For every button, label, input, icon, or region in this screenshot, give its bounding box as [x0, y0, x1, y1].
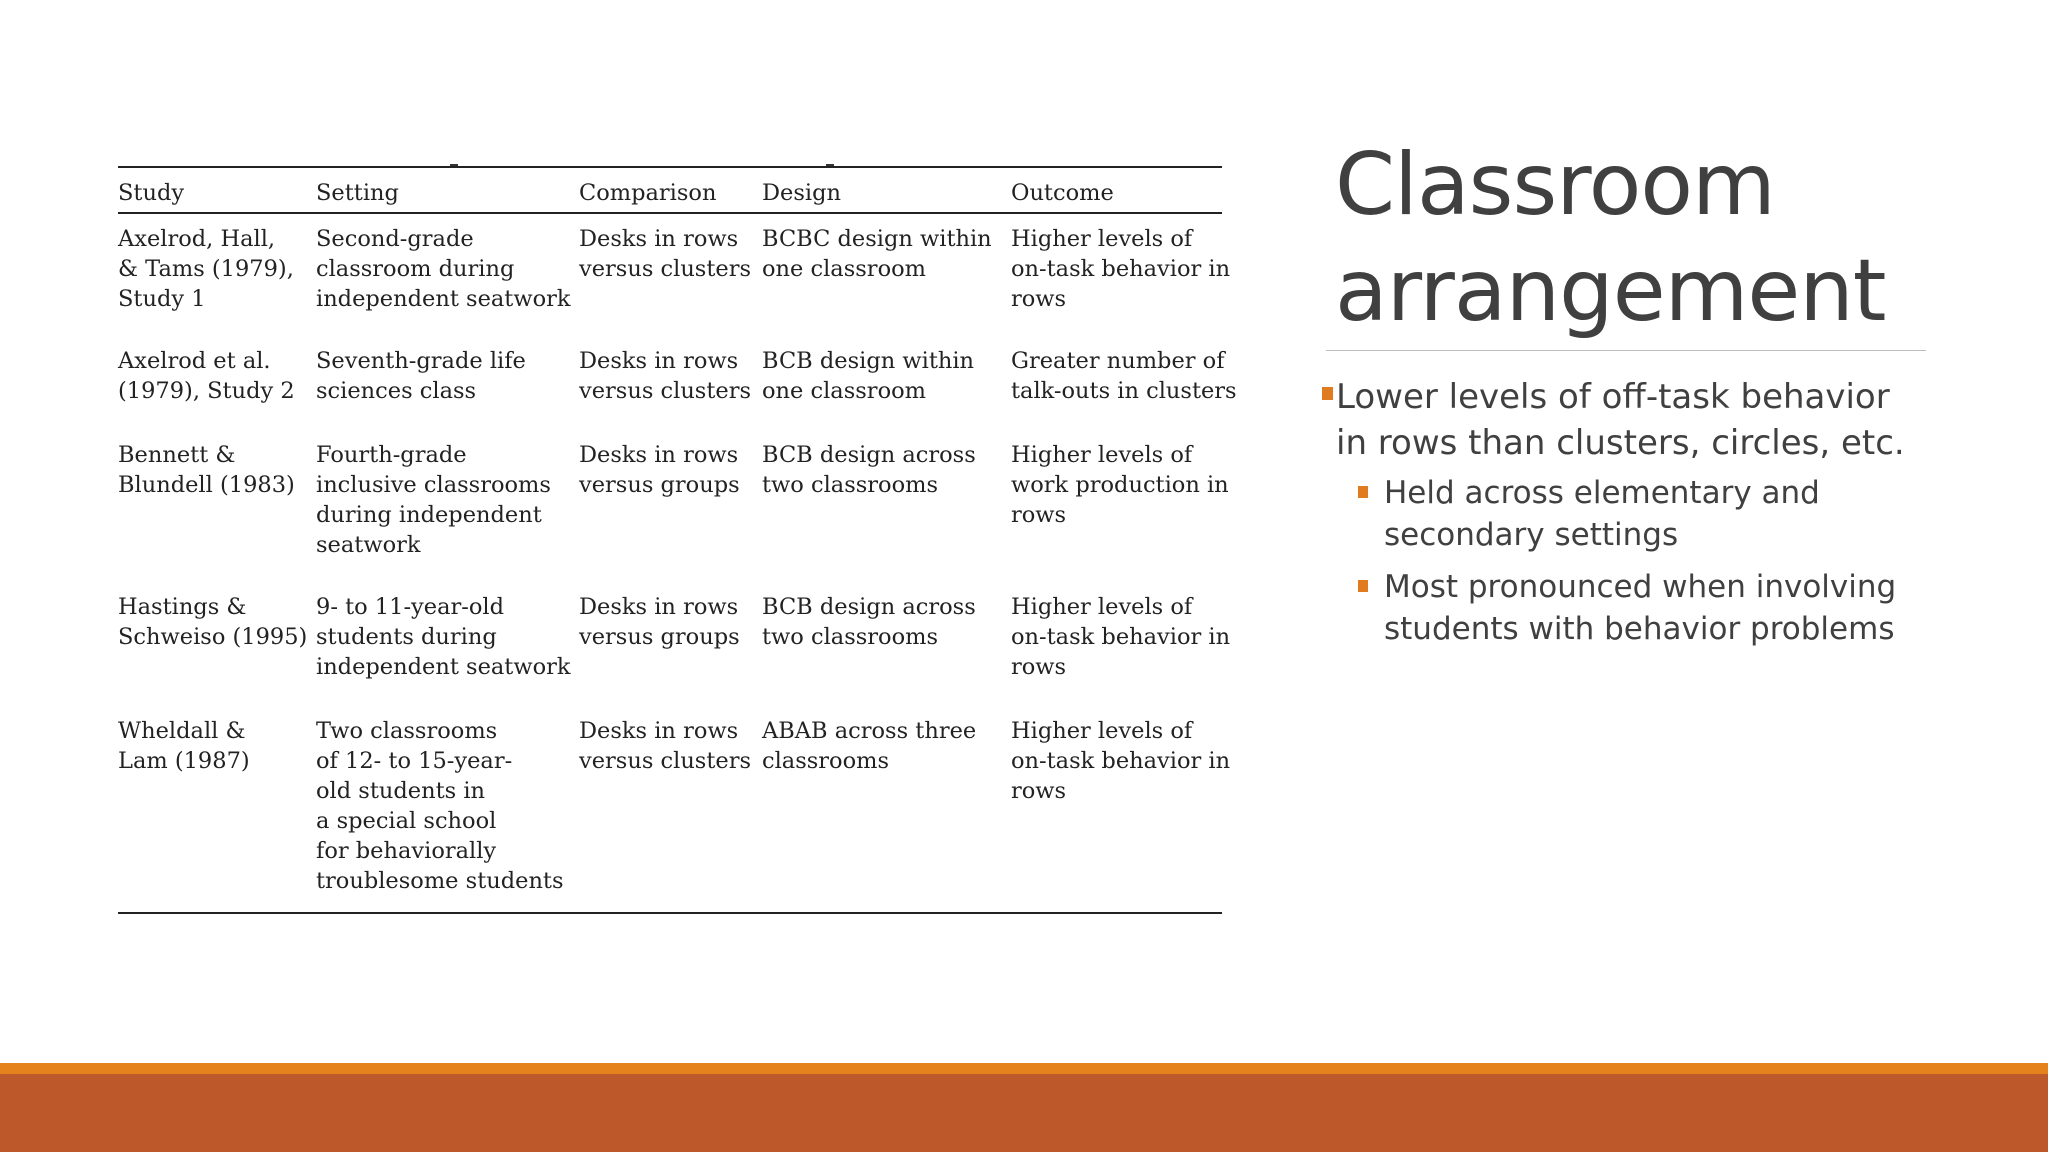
cell-line: for behaviorally: [316, 838, 497, 864]
table-row: [118, 716, 1222, 913]
cell-line: Seventh-grade life: [316, 348, 526, 374]
table-row: [118, 592, 1222, 716]
header-comparison: Comparison: [579, 167, 762, 213]
cell-line: on-task behavior in: [1011, 256, 1231, 282]
cell-comparison: [579, 592, 762, 716]
cell-line: BCB design within: [762, 348, 975, 374]
cell-line: on-task behavior in: [1011, 748, 1231, 774]
cell-line: troublesome students: [316, 868, 564, 894]
cell-line: two classrooms: [762, 624, 939, 650]
cell-line: Bennett &: [118, 442, 236, 468]
cell-line: versus clusters: [579, 256, 752, 282]
square-bullet-icon: [1358, 580, 1368, 592]
cell-setting: [316, 346, 579, 440]
cell-line: Axelrod, Hall,: [118, 226, 276, 252]
cell-line: rows: [1011, 502, 1067, 528]
cell-line: Desks in rows: [579, 348, 739, 374]
title-line: arrangement: [1335, 241, 1886, 341]
cell-line: Wheldall &: [118, 718, 246, 744]
cell-comparison: [579, 716, 762, 913]
cell-study: [118, 346, 316, 440]
title-block: [1335, 132, 1935, 344]
header-outcome: Outcome: [1011, 167, 1222, 213]
cell-line: Desks in rows: [579, 226, 739, 252]
cell-line: a special school: [316, 808, 497, 834]
cell-setting: [316, 592, 579, 716]
cell-outcome: [1011, 592, 1231, 716]
cell-comparison: [579, 213, 762, 346]
cell-line: on-task behavior in: [1011, 624, 1231, 650]
cell-line: students during: [316, 624, 497, 650]
studies-table: [118, 166, 1237, 914]
cell-line: one classroom: [762, 256, 926, 282]
header-setting: Setting: [316, 167, 579, 213]
cell-study: [118, 716, 316, 913]
cell-comparison: [579, 346, 762, 440]
cell-line: Desks in rows: [579, 594, 739, 620]
cell-line: 9- to 11-year-old: [316, 594, 504, 620]
cell-line: Study 1: [118, 286, 206, 312]
cell-line: Axelrod et al.: [118, 348, 271, 374]
table-cropped-title-remnant: [118, 150, 1222, 166]
cell-setting: [316, 440, 579, 592]
cell-line: seatwork: [316, 532, 421, 558]
cell-line: rows: [1011, 286, 1067, 312]
cell-line: rows: [1011, 654, 1067, 680]
table-header-row: [118, 167, 1222, 213]
cell-outcome: [1011, 213, 1231, 346]
cell-line: Greater number of: [1011, 348, 1225, 374]
bullet-line: Lower levels of off-task behavior: [1336, 377, 1890, 417]
table-row: [118, 440, 1222, 592]
cell-line: BCBC design within: [762, 226, 992, 252]
slide-title: [1335, 132, 1935, 344]
cell-line: Desks in rows: [579, 718, 739, 744]
table-body: [118, 213, 1237, 913]
cell-line: talk-outs in clusters: [1011, 378, 1237, 404]
cell-design: [762, 592, 1011, 716]
header-design: Design: [762, 167, 1011, 213]
cell-line: two classrooms: [762, 472, 939, 498]
cell-line: Lam (1987): [118, 748, 250, 774]
cell-line: Higher levels of: [1011, 226, 1193, 252]
cell-line: Hastings &: [118, 594, 247, 620]
header-study: Study: [118, 167, 316, 213]
title-line: Classroom: [1335, 135, 1775, 235]
cell-outcome: [1011, 440, 1229, 592]
sub-bullet-line: Held across elementary and: [1384, 475, 1820, 511]
title-divider: [1326, 350, 1926, 351]
cell-design: [762, 213, 1011, 346]
cell-line: Higher levels of: [1011, 442, 1193, 468]
bullet-line: in rows than clusters, circles, etc.: [1336, 423, 1905, 463]
footer-bar: [0, 1074, 2048, 1152]
cell-line: inclusive classrooms: [316, 472, 551, 498]
sub-bullet-line: secondary settings: [1384, 517, 1679, 553]
sub-bullet: [1322, 472, 1962, 556]
cell-design: [762, 716, 1011, 913]
cell-line: Blundell (1983): [118, 472, 295, 498]
footer-accent-stripe: [0, 1063, 2048, 1074]
sub-bullet-line: Most pronounced when involving: [1384, 569, 1897, 605]
cell-line: old students in: [316, 778, 486, 804]
cell-line: Two classrooms: [316, 718, 498, 744]
cell-outcome: [1011, 716, 1231, 913]
cell-design: [762, 440, 1011, 592]
cell-line: classroom during: [316, 256, 515, 282]
cell-line: Second-grade: [316, 226, 474, 252]
cell-line: independent seatwork: [316, 654, 571, 680]
cell-line: rows: [1011, 778, 1067, 804]
cell-setting: [316, 213, 579, 346]
table-row: [118, 346, 1222, 440]
cell-study: [118, 213, 316, 346]
study-table: [118, 150, 1237, 914]
cell-study: [118, 592, 316, 716]
cell-line: Desks in rows: [579, 442, 739, 468]
cell-comparison: [579, 440, 762, 592]
cell-line: versus clusters: [579, 748, 752, 774]
cell-line: sciences class: [316, 378, 477, 404]
cell-line: one classroom: [762, 378, 926, 404]
cell-line: versus groups: [579, 624, 740, 650]
cell-line: classrooms: [762, 748, 890, 774]
cell-study: [118, 440, 316, 592]
cell-line: BCB design across: [762, 442, 976, 468]
bullet-list: [1322, 374, 1962, 660]
cell-line: versus groups: [579, 472, 740, 498]
cell-line: independent seatwork: [316, 286, 571, 312]
square-bullet-icon: [1322, 387, 1333, 400]
table-row: [118, 213, 1222, 346]
cell-line: Higher levels of: [1011, 718, 1193, 744]
bullet-main: [1322, 374, 1962, 466]
cell-outcome: [1011, 346, 1237, 440]
cell-line: work production in: [1011, 472, 1229, 498]
square-bullet-icon: [1358, 486, 1368, 498]
cell-line: versus clusters: [579, 378, 752, 404]
cell-line: BCB design across: [762, 594, 976, 620]
cell-line: ABAB across three: [762, 718, 977, 744]
cell-line: (1979), Study 2: [118, 378, 295, 404]
sub-bullet-line: students with behavior problems: [1384, 611, 1895, 647]
cell-setting: [316, 716, 579, 913]
sub-bullet: [1322, 566, 1962, 650]
cell-line: Higher levels of: [1011, 594, 1193, 620]
cell-line: during independent: [316, 502, 542, 528]
cell-design: [762, 346, 1011, 440]
cell-line: Schweiso (1995): [118, 624, 308, 650]
cell-line: & Tams (1979),: [118, 256, 294, 282]
cell-line: Fourth-grade: [316, 442, 467, 468]
sub-bullet-list: [1322, 472, 1962, 650]
cell-line: of 12- to 15-year-: [316, 748, 513, 774]
